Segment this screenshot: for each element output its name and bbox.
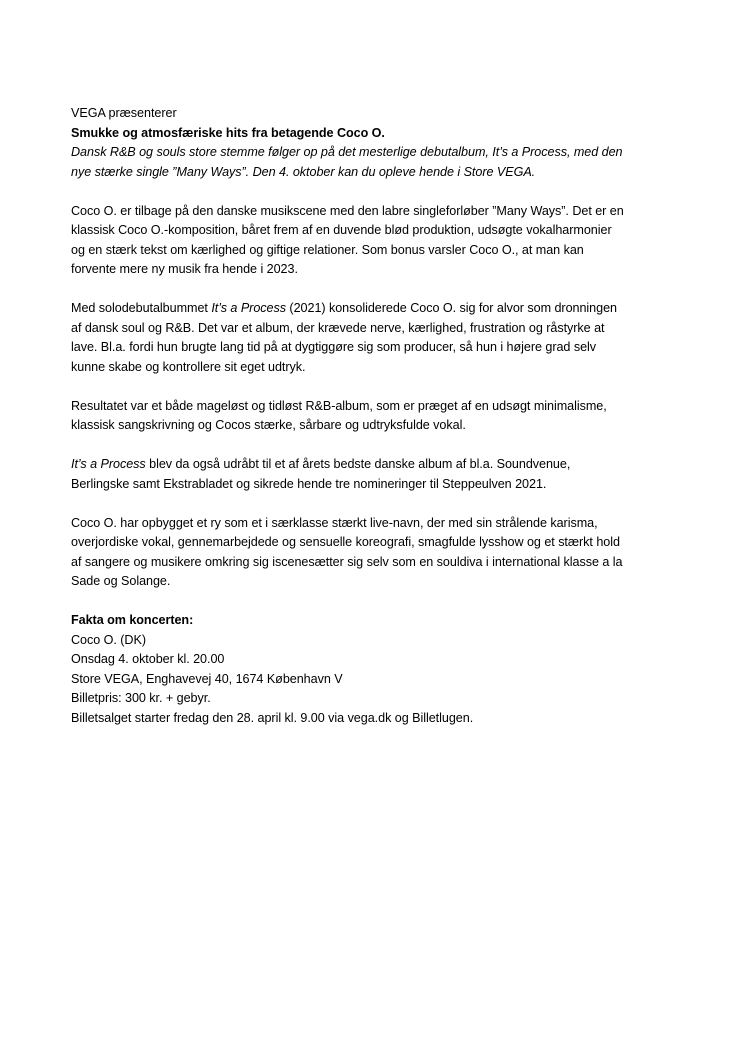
paragraph-gap: [71, 436, 686, 456]
paragraph-5-line: af sangere og musikere omkring sig iscenesætter sig selv som en souldiva i international klasse a la: [71, 554, 623, 569]
paragraph-1-line: klassisk Coco O.-komposition, båret frem af en duvende blød produktion, udsøgte vokalharmonier: [71, 223, 612, 237]
paragraph-1-line: forvente mere ny musik fra hende i 2023.: [71, 262, 298, 276]
headline: Smukke og atmosfæriske hits fra betagende Coco O.: [71, 125, 385, 140]
paragraph-4-line: [71, 455, 686, 475]
lead-line: nye stærke single ”Many Ways”. Den 4. oktober kan du opleve hende i Store VEGA.: [71, 164, 536, 179]
paragraph-3-line: klassisk sangskrivning og Cocos stærke, sårbare og udtryksfulde vokal.: [71, 418, 466, 432]
paragraph-5-line: Coco O. har opbygget et ry som et i særklasse stærkt live-navn, der med sin strålende karisma,: [71, 515, 598, 530]
paragraph-1-line: Coco O. er tilbage på den danske musikscene med den labre singleforløber ”Many Ways”. Det er en: [71, 203, 624, 218]
paragraph-1-line: og en stærk tekst om kærlighed og giftige relationer. Som bonus varsler Coco O., at man kan: [71, 242, 584, 257]
presenter-line: VEGA præsenterer: [71, 106, 177, 120]
paragraph-5-line: Sade og Solange.: [71, 574, 171, 588]
paragraph-2-text: Med solodebutalbummet: [71, 301, 212, 315]
paragraph-5-line: overjordiske vokal, gennemarbejdede og sensuelle koreografi, smagfulde lysshow og et stærkt hold: [71, 535, 620, 549]
paragraph-4-line: Berlingske samt Ekstrabladet og sikrede hende tre nomineringer til Steppeulven 2021.: [71, 476, 547, 491]
paragraph-gap: [71, 280, 686, 300]
paragraph-gap: [71, 182, 686, 202]
facts-item: Billetsalget starter fredag den 28. april kl. 9.00 via vega.dk og Billetlugen.: [71, 710, 474, 725]
facts-item: Billetpris: 300 kr. + gebyr.: [71, 691, 211, 705]
paragraph-3-line: Resultatet var et både mageløst og tidløst R&B-album, som er præget af en udsøgt minimalisme,: [71, 398, 607, 413]
facts-item: Onsdag 4. oktober kl. 20.00: [71, 652, 225, 666]
paragraph-2-line: [71, 299, 686, 319]
paragraph-2-text: (2021) konsoliderede Coco O. sig for alvor som dronningen: [285, 301, 617, 315]
paragraph-gap: [71, 377, 686, 397]
facts-item: Store VEGA, Enghavevej 40, 1674 København V: [71, 671, 343, 686]
paragraph-gap: [71, 592, 686, 612]
paragraph-gap: [71, 494, 686, 514]
facts-item: Coco O. (DK): [71, 632, 146, 647]
lead-line: Dansk R&B og souls store stemme følger op på det mesterlige debutalbum, It’s a Process, med den: [71, 145, 623, 159]
facts-heading: Fakta om koncerten:: [71, 613, 194, 627]
album-title: It’s a Process: [211, 301, 286, 315]
document-page: [71, 104, 686, 728]
paragraph-2-line: lave. Bl.a. fordi hun brugte lang tid på at dygtiggøre sig som producer, så hun i højere grad selv: [71, 340, 597, 354]
album-title: It’s a Process: [71, 457, 146, 471]
paragraph-2-line: af dansk soul og R&B. Det var et album, der krævede nerve, kærlighed, frustration og råstyrke at: [71, 320, 605, 335]
paragraph-4-text: blev da også udråbt til et af årets bedste danske album af bl.a. Soundvenue,: [145, 457, 571, 471]
paragraph-2-line: kunne skabe og kontrollere sit eget udtryk.: [71, 359, 306, 374]
